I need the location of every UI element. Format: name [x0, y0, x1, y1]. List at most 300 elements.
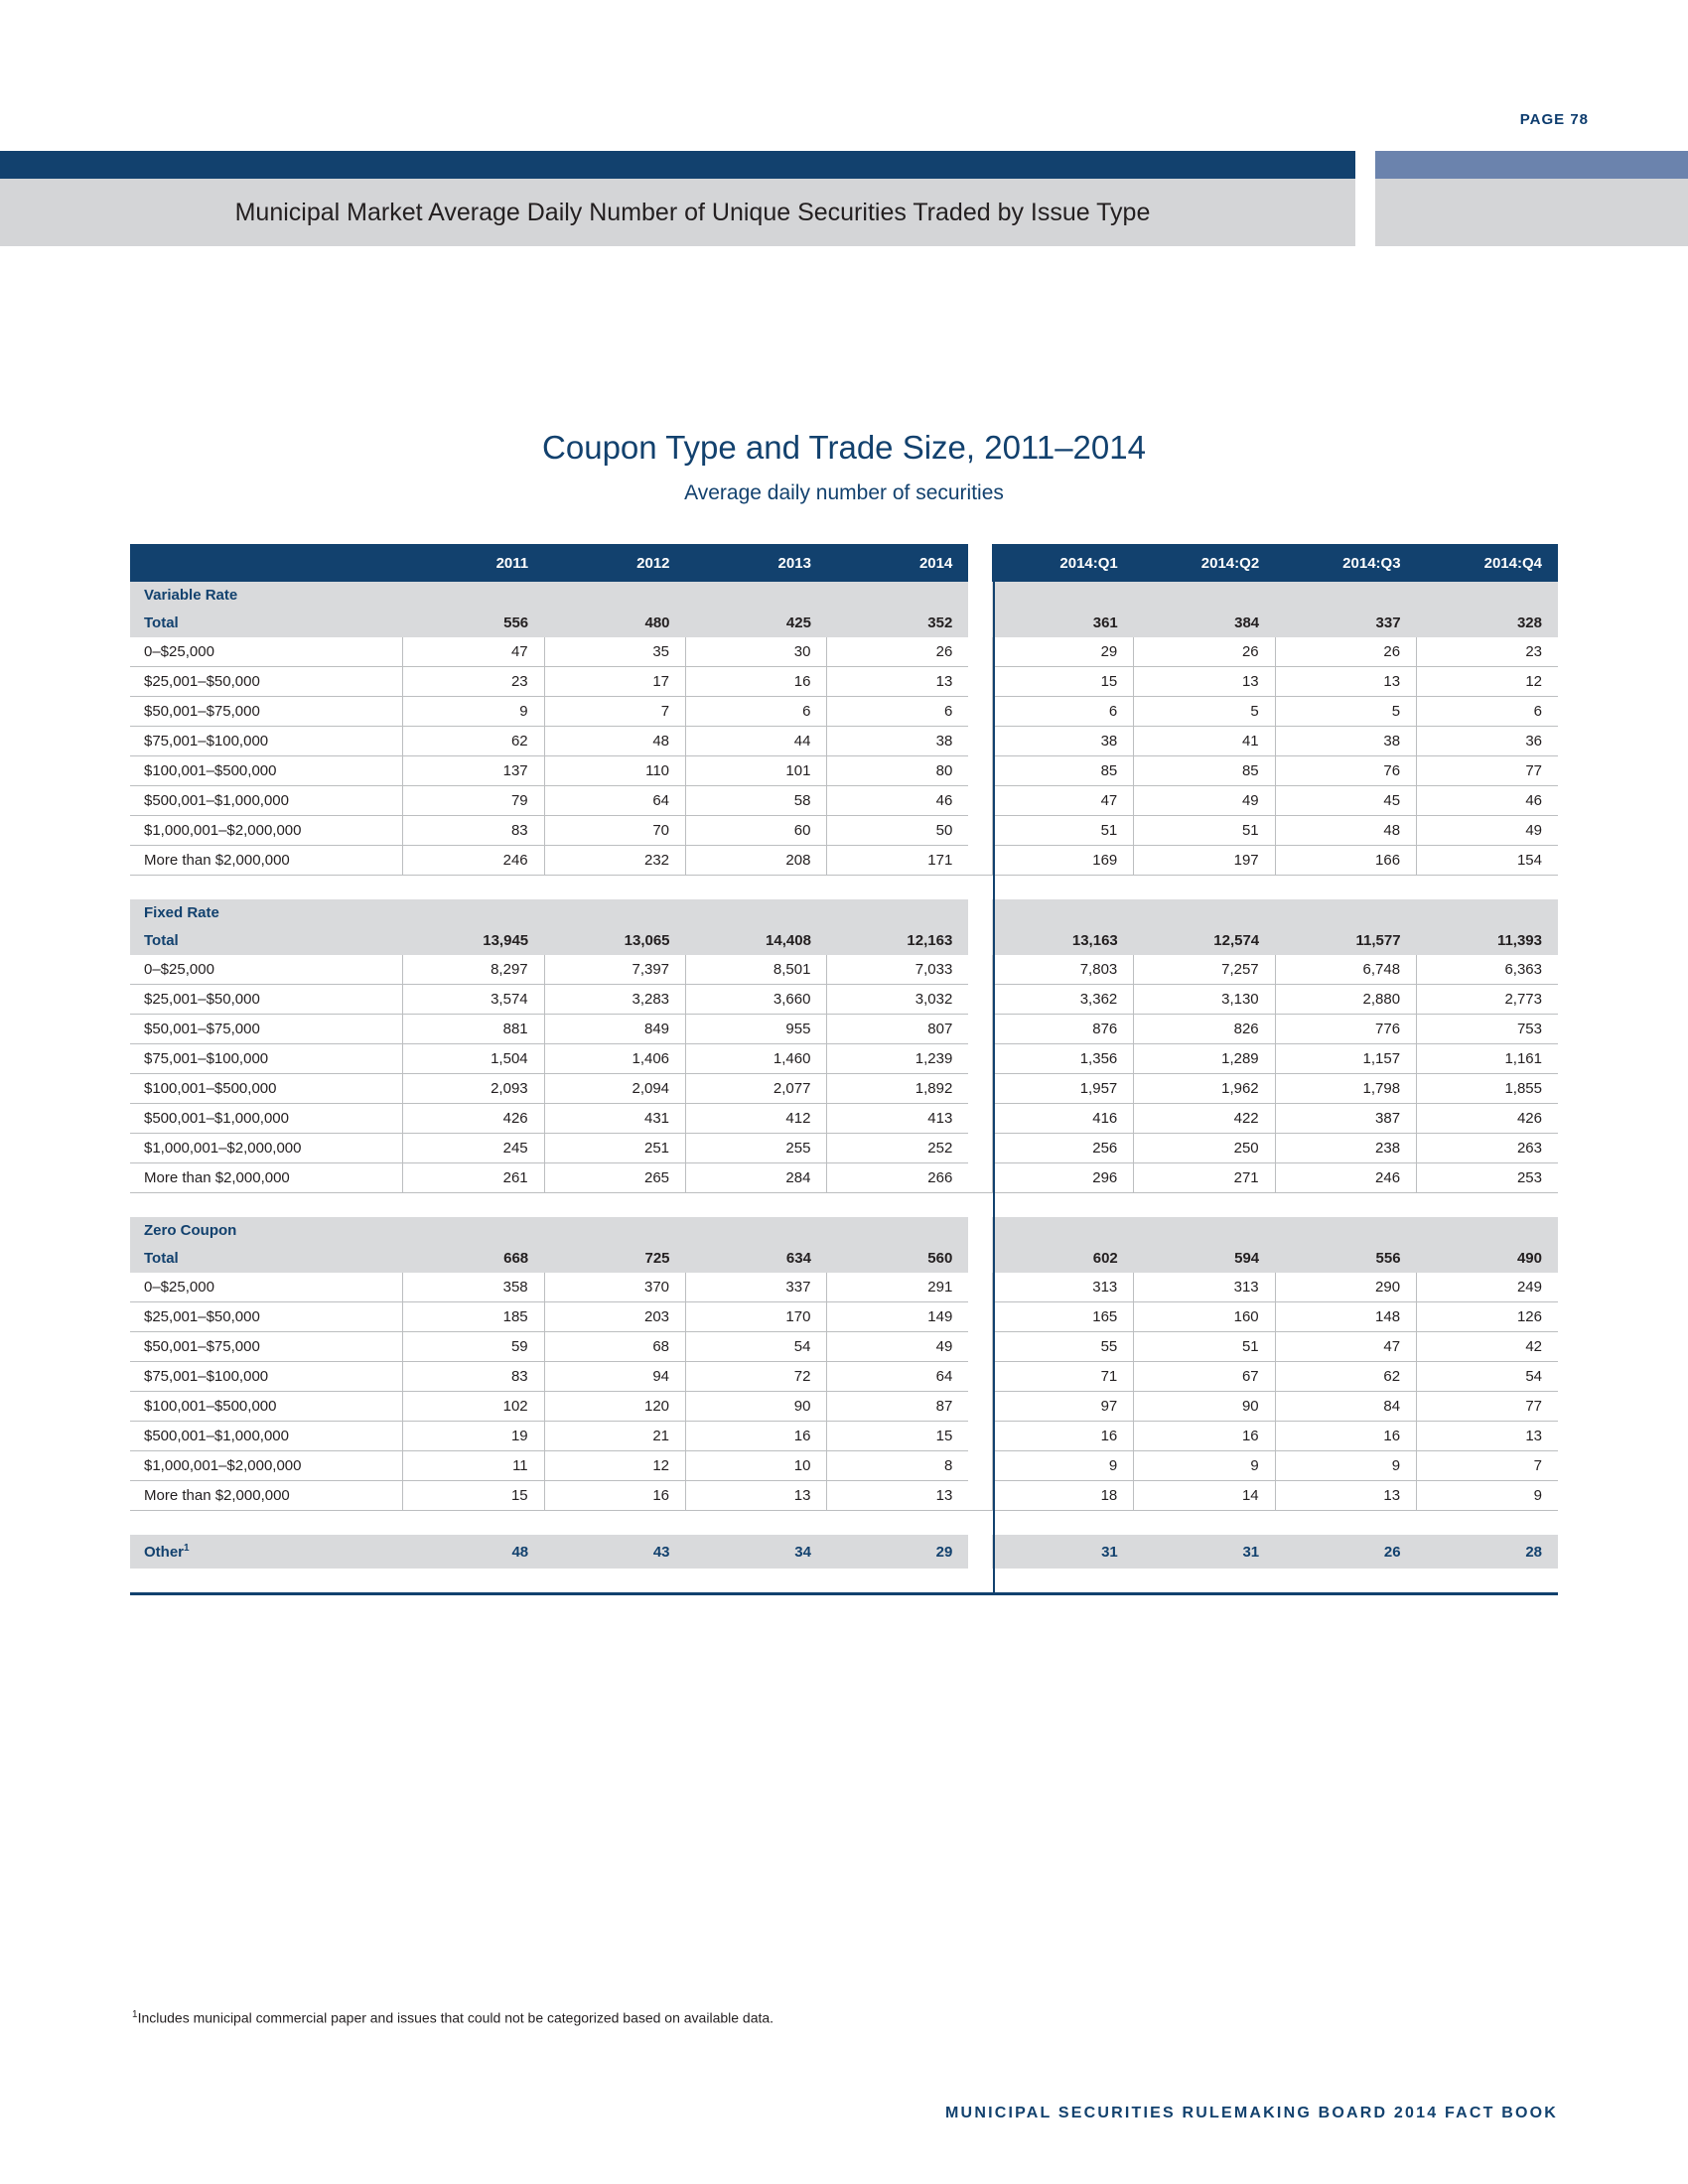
table-cell: 6,363 — [1417, 955, 1558, 985]
table-cell: 48 — [1275, 816, 1416, 846]
table-cell: 480 — [544, 608, 685, 637]
cell-gap — [968, 1332, 992, 1362]
table-cell: 13 — [827, 667, 968, 697]
table-row — [130, 1332, 1558, 1362]
table-cell: 59 — [403, 1332, 544, 1362]
table-cell: 6,748 — [1275, 955, 1416, 985]
table-cell: 41 — [1134, 727, 1275, 756]
table-row — [130, 756, 1558, 786]
table-cell: 166 — [1275, 846, 1416, 876]
table-cell: 15 — [403, 1481, 544, 1511]
table-cell: 8,501 — [686, 955, 827, 985]
table-cell: 3,660 — [686, 985, 827, 1015]
row-label: $50,001–$75,000 — [130, 697, 403, 727]
group-name: Fixed Rate — [130, 899, 403, 925]
cell-gap — [968, 697, 992, 727]
header-rule-light — [1375, 151, 1688, 179]
table-cell: 271 — [1134, 1163, 1275, 1193]
table-cell: 28 — [1417, 1535, 1558, 1569]
table-cell: 38 — [992, 727, 1133, 756]
table-cell: 6 — [992, 697, 1133, 727]
table-cell: 46 — [827, 786, 968, 816]
table-cell: 594 — [1134, 1243, 1275, 1273]
table-cell: 387 — [1275, 1104, 1416, 1134]
table-cell: 49 — [1417, 816, 1558, 846]
group-header-blank — [992, 582, 1133, 608]
table-cell: 253 — [1417, 1163, 1558, 1193]
column-header-2012: 2012 — [544, 544, 685, 582]
table-cell: 3,283 — [544, 985, 685, 1015]
table-cell: 26 — [1275, 637, 1416, 667]
spacer-cell — [992, 876, 1133, 900]
other-row-label — [130, 1535, 403, 1569]
table-cell: 15 — [992, 667, 1133, 697]
cell-gap — [968, 1392, 992, 1422]
table-cell: 87 — [827, 1392, 968, 1422]
table-spacer-row — [130, 1193, 1558, 1218]
group-header-blank — [827, 582, 968, 608]
table-cell: 807 — [827, 1015, 968, 1044]
table-cell: 101 — [686, 756, 827, 786]
header-banner-bg-right — [1375, 179, 1688, 246]
table-cell: 16 — [686, 1422, 827, 1451]
table-cell: 776 — [1275, 1015, 1416, 1044]
table-cell: 47 — [992, 786, 1133, 816]
table-cell: 17 — [544, 667, 685, 697]
table-cell: 64 — [827, 1362, 968, 1392]
spacer-cell — [968, 1193, 992, 1218]
table-row — [130, 667, 1558, 697]
cell-gap — [968, 756, 992, 786]
table-cell: 171 — [827, 846, 968, 876]
table-cell: 16 — [544, 1481, 685, 1511]
group-total-label: Total — [130, 1243, 403, 1273]
table-row — [130, 727, 1558, 756]
table-cell: 413 — [827, 1104, 968, 1134]
cell-gap — [968, 637, 992, 667]
table-cell: 11,393 — [1417, 925, 1558, 955]
table-cell: 313 — [992, 1273, 1133, 1302]
row-label: $1,000,001–$2,000,000 — [130, 816, 403, 846]
row-label: $500,001–$1,000,000 — [130, 1104, 403, 1134]
table-cell: 7,397 — [544, 955, 685, 985]
cell-gap — [968, 1074, 992, 1104]
cell-gap — [968, 955, 992, 985]
table-cell: 16 — [1134, 1422, 1275, 1451]
header-banner — [0, 179, 1688, 246]
table-cell: 197 — [1134, 846, 1275, 876]
table-cell: 1,406 — [544, 1044, 685, 1074]
row-label: $75,001–$100,000 — [130, 727, 403, 756]
row-label: 0–$25,000 — [130, 637, 403, 667]
table-body — [130, 582, 1558, 1569]
cell-gap — [968, 1273, 992, 1302]
spacer-cell — [686, 876, 827, 900]
table-cell: 11,577 — [1275, 925, 1416, 955]
spacer-cell — [827, 1193, 968, 1218]
table-cell: 1,460 — [686, 1044, 827, 1074]
table-cell: 10 — [686, 1451, 827, 1481]
spacer-cell — [1134, 1511, 1275, 1536]
table-spacer-row — [130, 1511, 1558, 1536]
group-header-blank — [1275, 582, 1416, 608]
table-cell: 249 — [1417, 1273, 1558, 1302]
row-label: $25,001–$50,000 — [130, 985, 403, 1015]
column-header-2014-Q1: 2014:Q1 — [992, 544, 1133, 582]
table-cell: 137 — [403, 756, 544, 786]
footnote — [132, 2009, 774, 2026]
group-header-blank — [544, 582, 685, 608]
table-cell: 955 — [686, 1015, 827, 1044]
group-name: Variable Rate — [130, 582, 403, 608]
cell-gap — [968, 1163, 992, 1193]
group-header-blank — [544, 1217, 685, 1243]
table-cell: 1,289 — [1134, 1044, 1275, 1074]
table-cell: 416 — [992, 1104, 1133, 1134]
table-row — [130, 955, 1558, 985]
table-cell: 7,803 — [992, 955, 1133, 985]
spacer-cell — [130, 876, 403, 900]
table-cell: 1,157 — [1275, 1044, 1416, 1074]
table-row — [130, 1392, 1558, 1422]
table-cell: 251 — [544, 1134, 685, 1163]
row-label: 0–$25,000 — [130, 1273, 403, 1302]
table-bottom-rule — [130, 1592, 1558, 1595]
group-header-blank — [403, 1217, 544, 1243]
cell-gap — [968, 925, 992, 955]
spacer-cell — [1134, 876, 1275, 900]
spacer-cell — [686, 1193, 827, 1218]
table-cell: 1,798 — [1275, 1074, 1416, 1104]
table-cell: 54 — [1417, 1362, 1558, 1392]
table-cell: 16 — [1275, 1422, 1416, 1451]
table-cell: 9 — [403, 697, 544, 727]
table-cell: 51 — [1134, 816, 1275, 846]
table-row — [130, 1451, 1558, 1481]
table-cell: 313 — [1134, 1273, 1275, 1302]
table-cell: 602 — [992, 1243, 1133, 1273]
table-cell: 634 — [686, 1243, 827, 1273]
table-cell: 3,574 — [403, 985, 544, 1015]
table-cell: 29 — [992, 637, 1133, 667]
cell-gap — [968, 1302, 992, 1332]
table-cell: 154 — [1417, 846, 1558, 876]
group-header-blank — [544, 899, 685, 925]
cell-gap — [968, 1015, 992, 1044]
table-cell: 29 — [827, 1535, 968, 1569]
group-total-row — [130, 925, 1558, 955]
spacer-cell — [130, 1193, 403, 1218]
group-total-row — [130, 608, 1558, 637]
table-cell: 6 — [1417, 697, 1558, 727]
table-cell: 148 — [1275, 1302, 1416, 1332]
table-cell: 849 — [544, 1015, 685, 1044]
table-cell: 14,408 — [686, 925, 827, 955]
column-gap — [968, 544, 992, 582]
cell-gap — [968, 1481, 992, 1511]
spacer-cell — [544, 1193, 685, 1218]
table-cell: 6 — [827, 697, 968, 727]
cell-gap — [968, 1217, 992, 1243]
table-cell: 36 — [1417, 727, 1558, 756]
table-row — [130, 985, 1558, 1015]
table-cell: 208 — [686, 846, 827, 876]
table-cell: 71 — [992, 1362, 1133, 1392]
table-cell: 85 — [1134, 756, 1275, 786]
cell-gap — [968, 786, 992, 816]
table-cell: 47 — [403, 637, 544, 667]
table-cell: 7,033 — [827, 955, 968, 985]
table-cell: 3,032 — [827, 985, 968, 1015]
cell-gap — [968, 1362, 992, 1392]
table-cell: 826 — [1134, 1015, 1275, 1044]
table-cell: 14 — [1134, 1481, 1275, 1511]
table-cell: 1,892 — [827, 1074, 968, 1104]
table-cell: 361 — [992, 608, 1133, 637]
table-cell: 16 — [686, 667, 827, 697]
row-label: More than $2,000,000 — [130, 1481, 403, 1511]
spacer-cell — [827, 876, 968, 900]
group-total-row — [130, 1243, 1558, 1273]
table-cell: 1,855 — [1417, 1074, 1558, 1104]
cell-gap — [968, 816, 992, 846]
spacer-cell — [686, 1511, 827, 1536]
table-cell: 1,504 — [403, 1044, 544, 1074]
cell-gap — [968, 985, 992, 1015]
table-cell: 5 — [1134, 697, 1275, 727]
group-header-blank — [686, 582, 827, 608]
table-cell: 60 — [686, 816, 827, 846]
header-rule — [0, 151, 1688, 179]
spacer-cell — [968, 1511, 992, 1536]
spacer-cell — [968, 876, 992, 900]
table-cell: 337 — [686, 1273, 827, 1302]
table-cell: 6 — [686, 697, 827, 727]
column-header-2014-Q2: 2014:Q2 — [1134, 544, 1275, 582]
table-cell: 13,163 — [992, 925, 1133, 955]
group-header-blank — [1417, 1217, 1558, 1243]
table-cell: 431 — [544, 1104, 685, 1134]
group-header-row — [130, 582, 1558, 608]
row-label: 0–$25,000 — [130, 955, 403, 985]
spacer-cell — [544, 1511, 685, 1536]
footnote-text: Includes municipal commercial paper and issues that could not be categorized based on available data. — [137, 2009, 774, 2026]
table-cell: 160 — [1134, 1302, 1275, 1332]
page-title: Coupon Type and Trade Size, 2011–2014 — [542, 429, 1146, 466]
row-label: $100,001–$500,000 — [130, 756, 403, 786]
cell-gap — [968, 1044, 992, 1074]
row-label: $25,001–$50,000 — [130, 667, 403, 697]
footnote-marker: 1 — [132, 2009, 138, 2020]
table-cell: 8 — [827, 1451, 968, 1481]
table-cell: 76 — [1275, 756, 1416, 786]
group-total-label: Total — [130, 925, 403, 955]
table-cell: 58 — [686, 786, 827, 816]
table-cell: 296 — [992, 1163, 1133, 1193]
table-row — [130, 816, 1558, 846]
row-label: $75,001–$100,000 — [130, 1044, 403, 1074]
spacer-cell — [827, 1511, 968, 1536]
table-cell: 9 — [1417, 1481, 1558, 1511]
spacer-cell — [403, 876, 544, 900]
table-row — [130, 786, 1558, 816]
table-cell: 8,297 — [403, 955, 544, 985]
table-cell: 13 — [1134, 667, 1275, 697]
table-cell: 102 — [403, 1392, 544, 1422]
table-cell: 291 — [827, 1273, 968, 1302]
table-cell: 70 — [544, 816, 685, 846]
table-cell: 47 — [1275, 1332, 1416, 1362]
table-cell: 266 — [827, 1163, 968, 1193]
table-cell: 126 — [1417, 1302, 1558, 1332]
header-banner-title: Municipal Market Average Daily Number of Unique Securities Traded by Issue Type — [234, 199, 1151, 226]
row-label: $75,001–$100,000 — [130, 1362, 403, 1392]
table-cell: 79 — [403, 786, 544, 816]
table-cell: 85 — [992, 756, 1133, 786]
table-cell: 23 — [1417, 637, 1558, 667]
table-cell: 13,945 — [403, 925, 544, 955]
table-cell: 246 — [1275, 1163, 1416, 1193]
table-cell: 252 — [827, 1134, 968, 1163]
table-cell: 23 — [403, 667, 544, 697]
row-label: $100,001–$500,000 — [130, 1392, 403, 1422]
row-label: $25,001–$50,000 — [130, 1302, 403, 1332]
table-cell: 84 — [1275, 1392, 1416, 1422]
table-cell: 3,130 — [1134, 985, 1275, 1015]
table-cell: 9 — [992, 1451, 1133, 1481]
other-label-text: Other — [144, 1544, 185, 1561]
row-label: More than $2,000,000 — [130, 846, 403, 876]
table-cell: 753 — [1417, 1015, 1558, 1044]
table-row — [130, 846, 1558, 876]
row-label: $50,001–$75,000 — [130, 1332, 403, 1362]
column-header-2013: 2013 — [686, 544, 827, 582]
table-cell: 556 — [403, 608, 544, 637]
table-cell: 34 — [686, 1535, 827, 1569]
table-cell: 97 — [992, 1392, 1133, 1422]
table-row — [130, 1362, 1558, 1392]
table-cell: 426 — [1417, 1104, 1558, 1134]
table-cell: 13 — [827, 1481, 968, 1511]
table-cell: 42 — [1417, 1332, 1558, 1362]
page-subtitle: Average daily number of securities — [684, 481, 1004, 504]
cell-gap — [968, 1104, 992, 1134]
table-cell: 18 — [992, 1481, 1133, 1511]
column-header-2011: 2011 — [403, 544, 544, 582]
table-cell: 337 — [1275, 608, 1416, 637]
group-header-row — [130, 1217, 1558, 1243]
table-cell: 48 — [544, 727, 685, 756]
table-cell: 13,065 — [544, 925, 685, 955]
row-label: More than $2,000,000 — [130, 1163, 403, 1193]
spacer-cell — [992, 1511, 1133, 1536]
table-row — [130, 1273, 1558, 1302]
table-cell: 426 — [403, 1104, 544, 1134]
row-label: $500,001–$1,000,000 — [130, 786, 403, 816]
table-cell: 26 — [1275, 1535, 1416, 1569]
row-label: $50,001–$75,000 — [130, 1015, 403, 1044]
table-cell: 26 — [827, 637, 968, 667]
table-cell: 44 — [686, 727, 827, 756]
table-row — [130, 1104, 1558, 1134]
table-cell: 422 — [1134, 1104, 1275, 1134]
table-cell: 1,962 — [1134, 1074, 1275, 1104]
table-row — [130, 1134, 1558, 1163]
cell-gap — [968, 846, 992, 876]
table-cell: 9 — [1134, 1451, 1275, 1481]
table-cell: 43 — [544, 1535, 685, 1569]
table-cell: 7,257 — [1134, 955, 1275, 985]
table-cell: 90 — [686, 1392, 827, 1422]
page-number: PAGE 78 — [1519, 111, 1589, 128]
data-table-container — [130, 544, 1558, 1569]
table-cell: 255 — [686, 1134, 827, 1163]
table-cell: 2,094 — [544, 1074, 685, 1104]
group-header-blank — [992, 899, 1133, 925]
spacer-cell — [1275, 876, 1416, 900]
table-spacer-row — [130, 876, 1558, 900]
table-row — [130, 1422, 1558, 1451]
spacer-cell — [1417, 876, 1558, 900]
table-cell: 170 — [686, 1302, 827, 1332]
group-name: Zero Coupon — [130, 1217, 403, 1243]
table-cell: 62 — [1275, 1362, 1416, 1392]
table-cell: 725 — [544, 1243, 685, 1273]
table-cell: 46 — [1417, 786, 1558, 816]
table-cell: 238 — [1275, 1134, 1416, 1163]
table-cell: 19 — [403, 1422, 544, 1451]
table-cell: 12,163 — [827, 925, 968, 955]
table-cell: 80 — [827, 756, 968, 786]
table-row — [130, 1481, 1558, 1511]
table-cell: 77 — [1417, 1392, 1558, 1422]
cell-gap — [968, 727, 992, 756]
column-header-2014-Q3: 2014:Q3 — [1275, 544, 1416, 582]
table-row — [130, 1044, 1558, 1074]
table-row — [130, 1074, 1558, 1104]
table-cell: 68 — [544, 1332, 685, 1362]
table-cell: 31 — [1134, 1535, 1275, 1569]
table-cell: 881 — [403, 1015, 544, 1044]
group-header-blank — [1275, 899, 1416, 925]
table-cell: 38 — [1275, 727, 1416, 756]
table-cell: 358 — [403, 1273, 544, 1302]
table-cell: 7 — [544, 697, 685, 727]
spacer-cell — [130, 1511, 403, 1536]
group-header-blank — [1134, 899, 1275, 925]
table-cell: 384 — [1134, 608, 1275, 637]
table-row — [130, 1302, 1558, 1332]
table-cell: 62 — [403, 727, 544, 756]
table-cell: 284 — [686, 1163, 827, 1193]
cell-gap — [968, 608, 992, 637]
table-cell: 245 — [403, 1134, 544, 1163]
cell-gap — [968, 899, 992, 925]
other-row — [130, 1535, 1558, 1569]
table-cell: 263 — [1417, 1134, 1558, 1163]
table-cell: 232 — [544, 846, 685, 876]
group-total-label: Total — [130, 608, 403, 637]
table-cell: 120 — [544, 1392, 685, 1422]
table-cell: 15 — [827, 1422, 968, 1451]
cell-gap — [968, 582, 992, 608]
table-vertical-divider — [993, 544, 995, 1592]
table-cell: 490 — [1417, 1243, 1558, 1273]
table-cell: 83 — [403, 1362, 544, 1392]
table-cell: 425 — [686, 608, 827, 637]
table-cell: 21 — [544, 1422, 685, 1451]
table-cell: 13 — [1275, 1481, 1416, 1511]
